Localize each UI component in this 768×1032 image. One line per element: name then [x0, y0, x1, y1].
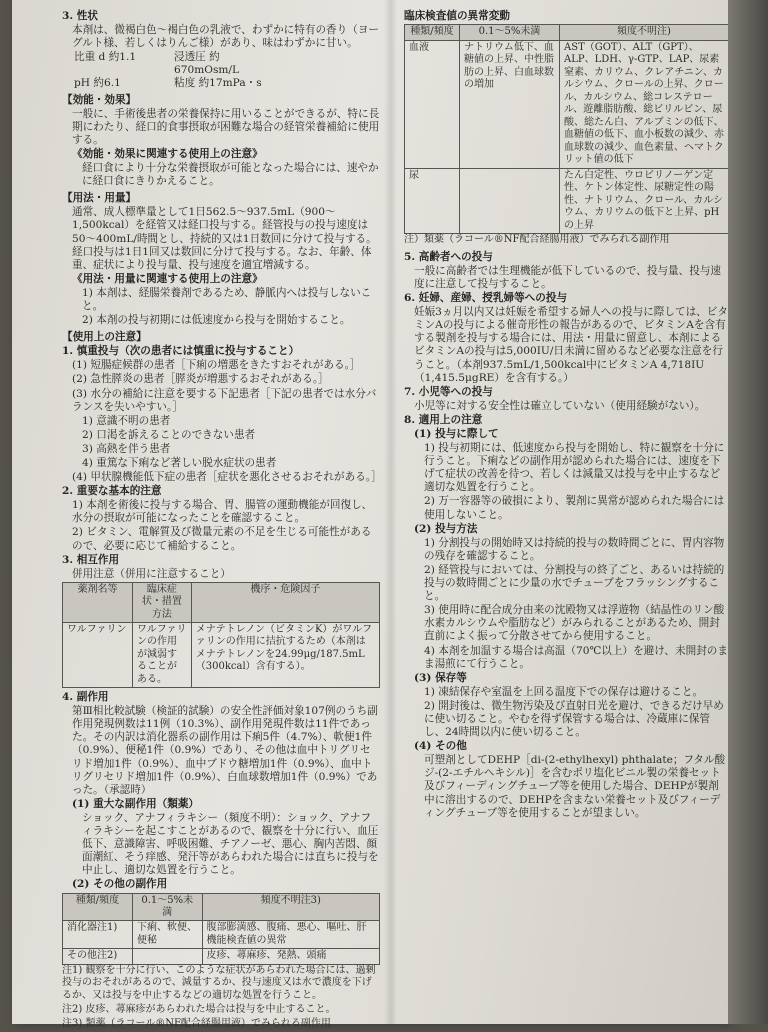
table-header: 機序・危険因子 — [191, 582, 379, 622]
efficacy-body: 一般に、手術後患者の栄養保持に用いることができるが、特に長期にわたり、経口的食事摂取が困難な場合の経管栄養補給に使用する。 — [72, 107, 380, 146]
section-3-title: 3. 性状 — [62, 10, 98, 22]
table-header: 臨床症状・措置方法 — [133, 582, 192, 622]
app-item: 可塑剤としてDEHP［di-(2-ethylhexyl) phthalate；フタル酸ジ-(2-エチルヘキシル)］を含むポリ塩化ビニル製の栄養セット及びフィーディングチューブ等を使用した場合、DEHPが製剤中に溶出するので、DEHPを含まない栄養セット及びフィーディングチューブ等を使用することが望ましい。 — [424, 754, 726, 819]
dosage-note-title: 《用法・用量に関連する使用上の注意》 — [72, 272, 263, 285]
lab-title: 臨床検査値の異常変動 — [404, 10, 510, 22]
table-row — [405, 40, 729, 168]
interaction-subtitle: 併用注意（併用に注意すること） — [72, 567, 231, 580]
careful-subitem: 3) 高熱を伴う患者 — [82, 442, 171, 455]
careful-subitem: 4) 重篤な下痢など著しい脱水症状の患者 — [82, 457, 277, 469]
interaction-title: 3. 相互作用 — [62, 553, 120, 566]
table-cell — [460, 168, 560, 234]
app-subtitle: (4) その他 — [414, 740, 467, 753]
table-cell: 皮疹、蕁麻疹、発熱、頭痛 — [202, 949, 380, 964]
table-header: 0.1～5%未満 — [460, 25, 560, 40]
table-row — [63, 623, 380, 688]
table-header: 種類/頻度 — [405, 25, 460, 40]
table-row — [63, 921, 380, 949]
app-item: 2) 万一容器等の破損により、製剤に異常が認められた場合には使用しないこと。 — [424, 495, 725, 521]
lab-table — [404, 24, 729, 234]
important-item: 1) 本剤を術後に投与する場合、胃、腸管の運動機能が回復し、水分の摂取が可能になったことを確認すること。 — [72, 499, 373, 525]
elderly-title: 5. 高齢者への投与 — [404, 250, 493, 263]
careful-title: 1. 慎重投与（次の患者には慎重に投与すること） — [62, 345, 300, 358]
table-row — [405, 168, 729, 234]
dosage-note-2: 2) 本剤の投与初期には低速度から投与を開始すること。 — [82, 314, 351, 327]
spec-row-1 — [62, 51, 380, 77]
app-item: 2) 経管投与においては、分割投与の終了ごと、あるいは持続的投与の数時間ごとに少量の水でチューブをフラッシングすること。 — [424, 563, 725, 603]
serious-title: (1) 重大な副作用（類薬） — [72, 797, 200, 810]
dosage-body: 通常、成人標準量として1日562.5～937.5mL（900～1,500kcal）を経管又は経口投与する。経管投与の投与速度は50～400mL/時間とし、持続的又は1日数回に分けて投与する。経口投与は1日1回又は数回に分けて投与する。なお、年齢、体重、症状により投与量、投与速度を適宜増減する。 — [72, 206, 377, 271]
table-header: 0.1～5%未満 — [133, 893, 203, 921]
table-cell: ワルファリンの作用が減弱することがある。 — [133, 623, 192, 688]
section-3-body: 本剤は、微褐白色～褐白色の乳液で、わずかに特有の香り（ヨーグルト様、若しくはりんご様）があり、味はわずかに甘い。 — [72, 24, 380, 50]
app-subtitle: (1) 投与に際して — [414, 428, 499, 441]
important-item: 2) ビタミン、電解質及び微量元素の不足を生じる可能性があるので、必要に応じて補給すること。 — [72, 526, 372, 552]
application-title: 8. 適用上の注意 — [404, 413, 483, 426]
spec-label: pH 約6.1 — [74, 77, 121, 90]
dosage-note-1: 1) 本剤は、経腸栄養剤であるため、静脈内へは投与しないこと。 — [82, 286, 372, 312]
table-cell: ワルファリン — [63, 623, 133, 688]
right-column — [404, 10, 729, 821]
careful-subitem: 2) 口渇を訴えることのできない患者 — [82, 428, 256, 441]
table-header: 頻度不明注) — [560, 25, 729, 40]
table-header-row — [405, 25, 729, 40]
careful-item: (4) 甲状腺機能低下症の患者［症状を悪化させるおそれがある。］ — [72, 471, 382, 484]
spec-label: 粘度 約17mPa・s — [174, 77, 262, 90]
efficacy-note-title: 《効能・効果に関連する使用上の注意》 — [72, 147, 263, 160]
careful-item: (1) 短腸症候群の患者［下痢の増悪をきたすおそれがある。］ — [72, 359, 361, 372]
other-adverse-table — [62, 893, 380, 965]
efficacy-note-body: 経口食により十分な栄養摂取が可能となった場合には、速やかに経口食にきりかえること。 — [82, 162, 379, 188]
pregnant-body: 妊娠3ヵ月以内又は妊娠を希望する婦人への投与に際しては、ビタミンAの投与による催奇形性の報告があるので、ビタミンAを含有する製剤を投与する場合には、用法・用量に留意し、本剤によるビタミンAの投与は5,000IU/日未満に留めるなど必要な注意を行うこと。（本剤937.5mL/1,500kcal中にビタミンA 4,718IU（1,415.5μgRE）を含有する。） — [414, 306, 728, 384]
efficacy-title: 【効能・効果】 — [62, 93, 137, 106]
careful-subitem: 1) 意識不明の患者 — [82, 414, 171, 427]
elderly-body: 一般に高齢者では生理機能が低下しているので、投与量、投与速度に注意して投与すること。 — [414, 264, 722, 290]
spec-label: 比重 d 約1.1 — [74, 51, 137, 64]
app-item: 3) 使用時に配合成分由来の沈殿物又は浮遊物（結晶性のリン酸水素カルシウムや脂肪など）がみられることがあるため、開封直前によく振って分散させてから使用すること。 — [424, 604, 725, 643]
precautions-title: 【使用上の注意】 — [62, 331, 147, 344]
app-subtitle: (3) 保存等 — [414, 671, 467, 684]
spec-label: 浸透圧 約670mOsm/L — [174, 51, 240, 77]
table-cell: メナテトレノン（ビタミンK）がワルファリンの作用に拮抗するため（本剤はメナテトレノンを24.99μg/187.5mL（300kcal）含有する）。 — [191, 623, 379, 688]
adverse-title: 4. 副作用 — [62, 691, 109, 704]
important-title: 2. 重要な基本的注意 — [62, 485, 162, 498]
app-item: 2) 開封後は、微生物汚染及び直射日光を避け、できるだけ早めに使い切ること。やむを得ず保管する場合は、冷蔵庫に保管し、24時間以内に使い切ること。 — [424, 699, 724, 739]
other-title: (2) その他の副作用 — [72, 878, 168, 891]
table-cell: AST（GOT）、ALT（GPT）、ALP、LDH、γ-GTP、LAP、尿素窒素、カリウム、クレアチニン、カルシウム、クロールの上昇、クロール、カルシウム、総コレステロール、遊離脂肪酸、総ビリルビン、尿酸、総たん白、アルブミンの低下、血糖値の低下、血小板数の減少、赤血球数の減少、血色素量、ヘマトクリット値の低下 — [560, 40, 729, 168]
paper-fold — [384, 0, 398, 1024]
table-cell — [133, 949, 203, 964]
app-item: 1) 投与初期には、低速度から投与を開始し、特に観察を十分に行うこと。下痢などの副作用が認められた場合には、速度を下げて症状の改善を待つ、若しくは減量又は投与を中止するなど適切な処置を行うこと。 — [424, 442, 725, 494]
app-item: 1) 凍結保存や室温を上回る温度下での保存は避けること。 — [424, 685, 704, 698]
app-subtitle: (2) 投与方法 — [414, 522, 478, 535]
lab-footnote: 注）類薬（ラコール®NF配合経腸用液）でみられる副作用 — [404, 234, 670, 245]
table-cell: 尿 — [405, 168, 460, 234]
table-cell: たん白定性、ウロビリノーゲン定性、ケトン体定性、尿糖定性の陽性、ナトリウム、クロール、カルシウム、カリウムの低下と上昇、pHの上昇 — [560, 168, 729, 234]
table-cell: 下痢、軟便、便秘 — [133, 921, 203, 949]
app-item: 1) 分割投与の開始時又は持続的投与の数時間ごとに、胃内容物の残存を確認すること。 — [424, 536, 725, 562]
package-insert-sheet — [12, 0, 728, 1029]
pregnant-title: 6. 妊婦、産婦、授乳婦等への投与 — [404, 292, 568, 305]
table-header: 種類/頻度 — [63, 893, 133, 921]
table-cell: 消化器注1) — [63, 921, 133, 949]
footnote-2: 注2) 皮疹、蕁麻疹があらわれた場合は投与を中止すること。 — [62, 1003, 336, 1015]
serious-body: ショック、アナフィラキシー（頻度不明）：ショック、アナフィラキシーを起こすことがあるので、観察を十分に行い、血圧低下、意識障害、呼吸困難、チアノーゼ、悪心、胸内苦悶、顔面潮紅、そう痒感、発汗等があらわれた場合には直ちに投与を中止し、適切な処置を行うこと。 — [82, 811, 379, 877]
table-header: 頻度不明注3) — [202, 893, 380, 921]
adverse-body: 第Ⅲ相比較試験（検証的試験）の安全性評価対象107例のうち副作用発現例数は11例（10.3%）、副作用発現件数は11件であった。その内訳は消化器系の副作用は下痢5件（4.7%）、軟便1件（0.9%）、便秘1件（0.9%）であり、その他は血中トリグリセリド増加1件（0.9%）、血中ブドウ糖増加1件（0.9%）、血中トリグリセリド増加1件（0.9%）、白血球数増加1件（0.9%）であった。（承認時） — [72, 705, 378, 796]
table-cell: ナトリウム低下、血糖値の上昇、中性脂肪の上昇、白血球数の増加 — [460, 40, 560, 168]
background-table-edge — [728, 0, 768, 1024]
app-item: 4) 本剤を加温する場合は高温（70℃以上）を避け、未開封のまま湯煎にて行うこと。 — [424, 644, 728, 670]
careful-item: (2) 急性膵炎の患者［膵炎が増悪するおそれがある。］ — [72, 373, 329, 386]
interaction-table — [62, 582, 380, 688]
children-title: 7. 小児等への投与 — [404, 385, 493, 398]
table-cell: 血液 — [405, 40, 460, 168]
footnote-3: 注3) 類薬（ラコール®NF配合経腸用液）でみられる副作用 — [62, 1017, 331, 1029]
table-header: 薬剤名等 — [63, 582, 133, 622]
spec-row-2 — [62, 77, 380, 90]
left-column — [62, 10, 380, 1032]
table-row — [63, 949, 380, 964]
footnote-1: 注1) 観察を十分に行い、このような症状があらわれた場合には、過剰投与のおそれがあるので、減量するか、投与速度又は水で濃度を下げるか、又は投与を中止するなどの適切な処置を行うこと。 — [62, 964, 376, 1002]
table-header-row — [63, 582, 380, 622]
children-body: 小児等に対する安全性は確立していない（使用経験がない）。 — [414, 399, 706, 412]
table-cell: 腹部膨満感、腹痛、悪心、嘔吐、肝機能検査値の異常 — [202, 921, 380, 949]
table-header-row — [63, 893, 380, 921]
careful-item: (3) 水分の補給に注意を要する下記患者［下記の患者では水分バランスを失いやすい。］ — [72, 387, 377, 413]
dosage-title: 【用法・用量】 — [62, 192, 137, 205]
table-cell: その他注2) — [63, 949, 133, 964]
